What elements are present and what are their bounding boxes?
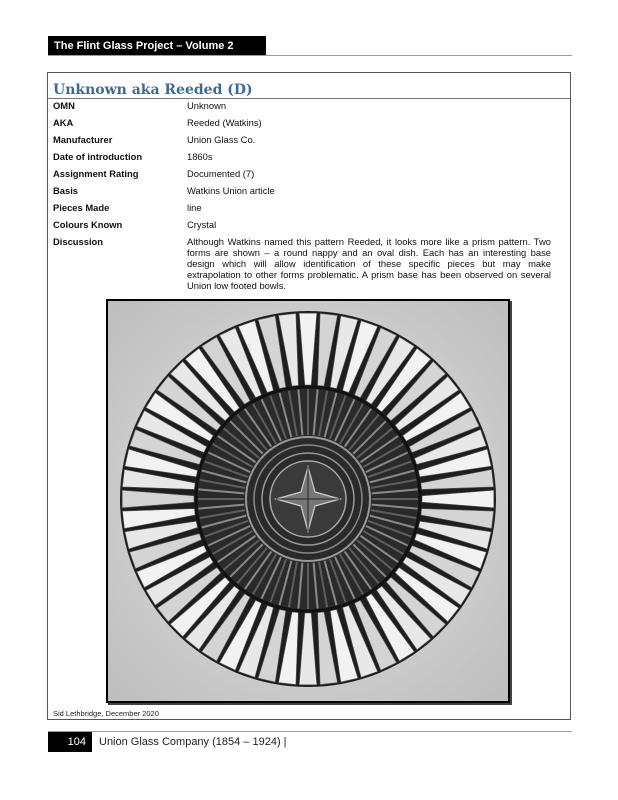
field-value: Although Watkins named this pattern Reeded, it looks more like a prism pattern. Two forms are shown – a round nappy and an oval dish. Each has an interesting base design which will allow identification of these specific pieces but may make extrapolation to other forms problematic. A prism base has been observed on several Union low footed bowls. [187,236,551,291]
field-manufacturer [53,134,551,145]
title-rule [48,98,570,99]
field-aka [53,117,551,128]
field-label: Assignment Rating [53,168,139,179]
field-value: Documented (7) [187,168,255,179]
entry-fields [53,100,551,297]
field-value: Unknown [187,100,227,111]
field-label: AKA [53,117,74,128]
field-value: Watkins Union article [187,185,275,196]
field-label: Discussion [53,236,104,247]
field-label: Pieces Made [53,202,110,213]
glass-dish-photo [106,299,510,703]
field-basis [53,185,551,196]
field-value: Union Glass Co. [187,134,256,145]
field-label: Manufacturer [53,134,113,145]
field-omn [53,100,551,111]
header-rule [48,55,572,56]
field-label: OMN [53,100,75,111]
field-value: line [187,202,202,213]
field-assignment-rating [53,168,551,179]
running-header: The Flint Glass Project – Volume 2 [48,36,266,56]
field-value: Crystal [187,219,217,230]
reeded-dish-illustration [108,301,508,701]
field-value: 1860s [187,151,213,162]
field-colours-known [53,219,551,230]
running-footer: Union Glass Company (1854 – 1924) | [99,736,287,748]
field-date-of-introduction [53,151,551,162]
page-number: 104 [48,732,92,752]
entry-title: Unknown aka Reeded (D) [53,82,253,98]
field-label: Colours Known [53,219,123,230]
field-value: Reeded (Watkins) [187,117,262,128]
field-discussion [53,236,551,291]
field-label: Basis [53,185,79,196]
field-label: Date of introduction [53,151,143,162]
field-pieces-made [53,202,551,213]
photo-credit: Sid Lethbridge, December 2020 [53,709,159,718]
